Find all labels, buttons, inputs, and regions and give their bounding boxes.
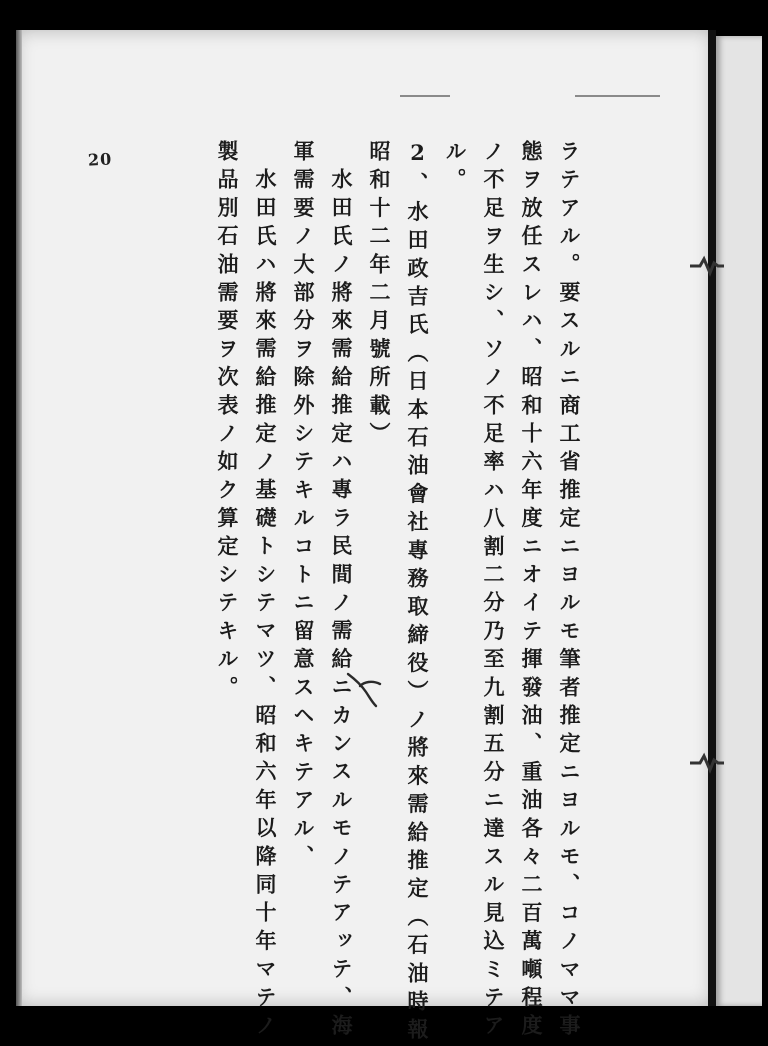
page-left-edge [16,30,22,1006]
page-number: 20 [87,149,113,170]
document-page [16,30,712,1006]
text-column-5: 2、水田政吉氏（日本石油會社專務取締役）ノ將來需給推定（石油時報 [405,140,430,1046]
handwritten-mark-icon [342,668,386,708]
header-rule [400,95,450,97]
text-column-2: 態ヲ放任スレハ、昭和十六年度ニオイテ揮發油、重油各々二百萬噸程度 [519,140,544,1043]
binding-clip-icon [690,255,724,277]
text-column-9: 水田氏ハ將來需給推定ノ基礎トシテマツ、昭和六年以降同十年マテノ [253,168,278,1043]
binding-spine [708,30,716,1006]
text-column-7: 水田氏ノ將來需給推定ハ專ラ民間ノ需給ニカンスルモノテアッテ、海 [329,168,354,1043]
text-column-4: ル。 [443,140,468,197]
text-column-1: ラテアル。要スルニ商工省推定ニヨルモ筆者推定ニヨルモ、コノママ事 [557,140,582,1043]
text-column-3: ノ不足ヲ生シ、ソノ不足率ハ八割二分乃至九割五分ニ達スル見込ミテア [481,140,506,1043]
binding-clip-icon [690,752,724,774]
header-rule [575,95,660,97]
text-column-10: 製品別石油需要ヲ次表ノ如ク算定シテキル。 [215,140,240,704]
facing-page-edge [716,36,762,1006]
text-column-6: 昭和十二年二月號所載） [367,140,392,451]
text-column-8: 軍需要ノ大部分ヲ除外シテキルコトニ留意スヘキテアル、 [291,140,316,874]
